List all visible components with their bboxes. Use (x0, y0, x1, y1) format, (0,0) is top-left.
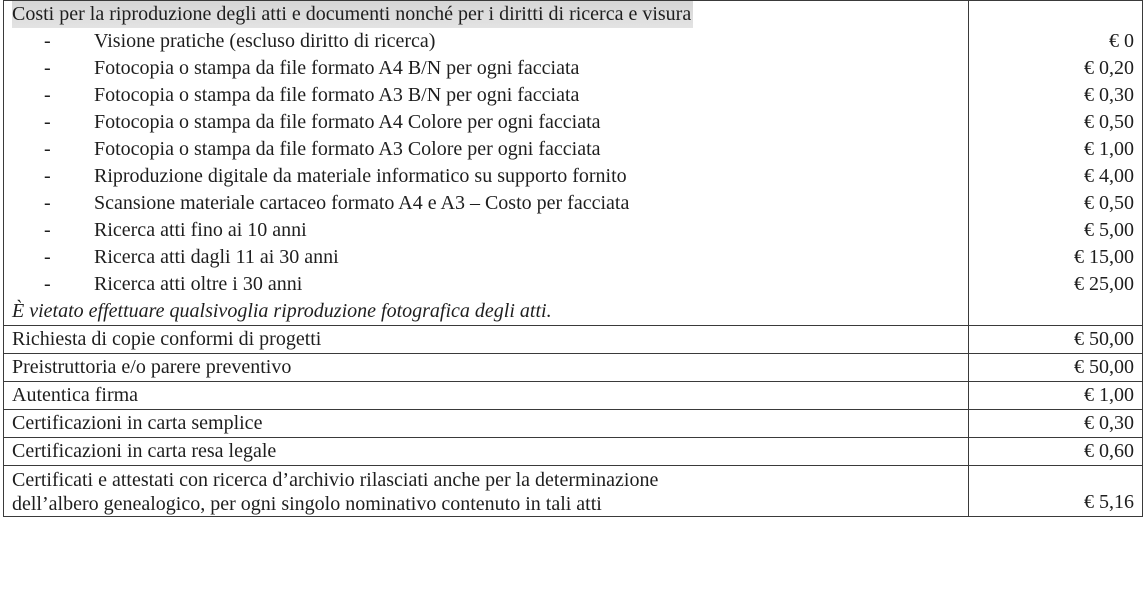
item-price: € 5,00 (1084, 219, 1134, 241)
item-label: Visione pratiche (escluso diritto di ricerca) (94, 30, 436, 52)
item-price: € 1,00 (1084, 138, 1134, 160)
bullet-dash: - (44, 273, 51, 295)
bullet-dash: - (44, 246, 51, 268)
row-label (4, 466, 969, 517)
list-item (12, 136, 960, 163)
list-item (12, 271, 960, 298)
row-label-line: Certificati e attestati con ricerca d’archivio rilasciati anche per la determinazione (12, 469, 659, 491)
section-price-cell (969, 1, 1143, 326)
item-label: Fotocopia o stampa da file formato A4 Colore per ogni facciata (94, 111, 601, 133)
list-item (12, 109, 960, 136)
list-item (12, 190, 960, 217)
row-label: Certificazioni in carta resa legale (4, 438, 969, 466)
row-price: € 50,00 (969, 354, 1143, 382)
bullet-dash: - (44, 192, 51, 214)
section-description-cell (4, 1, 969, 326)
bullet-dash: - (44, 219, 51, 241)
table-row (4, 438, 1143, 466)
row-label-line: dell’albero genealogico, per ogni singolo nominativo contenuto in tali atti (12, 493, 602, 515)
item-price: € 25,00 (1074, 273, 1134, 295)
row-label: Richiesta di copie conformi di progetti (4, 326, 969, 354)
table-row (4, 354, 1143, 382)
item-price: € 4,00 (1084, 165, 1134, 187)
row-label: Preistruttoria e/o parere preventivo (4, 354, 969, 382)
item-price-list (977, 1, 1134, 298)
item-price: € 0,30 (1084, 84, 1134, 106)
item-label: Fotocopia o stampa da file formato A3 B/N per ogni facciata (94, 84, 580, 106)
item-label: Scansione materiale cartaceo formato A4 e A3 – Costo per facciata (94, 192, 630, 214)
row-price: € 5,16 (969, 466, 1143, 517)
table-row (4, 382, 1143, 410)
item-label: Ricerca atti dagli 11 ai 30 anni (94, 246, 339, 268)
item-price: € 0,50 (1084, 111, 1134, 133)
list-item (12, 28, 960, 55)
bullet-dash: - (44, 30, 51, 52)
item-price: € 0 (1109, 30, 1134, 52)
bullet-dash: - (44, 57, 51, 79)
bullet-dash: - (44, 84, 51, 106)
fee-table (3, 0, 1143, 517)
list-item (12, 217, 960, 244)
item-label: Fotocopia o stampa da file formato A4 B/N per ogni facciata (94, 57, 580, 79)
row-price: € 1,00 (969, 382, 1143, 410)
list-item (12, 55, 960, 82)
item-price: € 0,20 (1084, 57, 1134, 79)
row-price: € 0,30 (969, 410, 1143, 438)
bullet-dash: - (44, 165, 51, 187)
list-item (12, 244, 960, 271)
item-list (12, 28, 960, 298)
section-note: È vietato effettuare qualsivoglia riproduzione fotografica degli atti. (12, 300, 552, 322)
item-label: Ricerca atti fino ai 10 anni (94, 219, 307, 241)
list-item (12, 163, 960, 190)
row-price: € 0,60 (969, 438, 1143, 466)
section-row (4, 1, 1143, 326)
section-title: Costi per la riproduzione degli atti e documenti nonché per i diritti di ricerca e visura (12, 1, 693, 28)
item-price: € 15,00 (1074, 246, 1134, 268)
row-label: Certificazioni in carta semplice (4, 410, 969, 438)
item-label: Fotocopia o stampa da file formato A3 Colore per ogni facciata (94, 138, 601, 160)
item-label: Ricerca atti oltre i 30 anni (94, 273, 303, 295)
table-row (4, 410, 1143, 438)
row-price: € 50,00 (969, 326, 1143, 354)
bullet-dash: - (44, 138, 51, 160)
list-item (12, 82, 960, 109)
bullet-dash: - (44, 111, 51, 133)
item-label: Riproduzione digitale da materiale informatico su supporto fornito (94, 165, 627, 187)
table-row-certificates (4, 466, 1143, 517)
table-row (4, 326, 1143, 354)
row-label: Autentica firma (4, 382, 969, 410)
item-price: € 0,50 (1084, 192, 1134, 214)
